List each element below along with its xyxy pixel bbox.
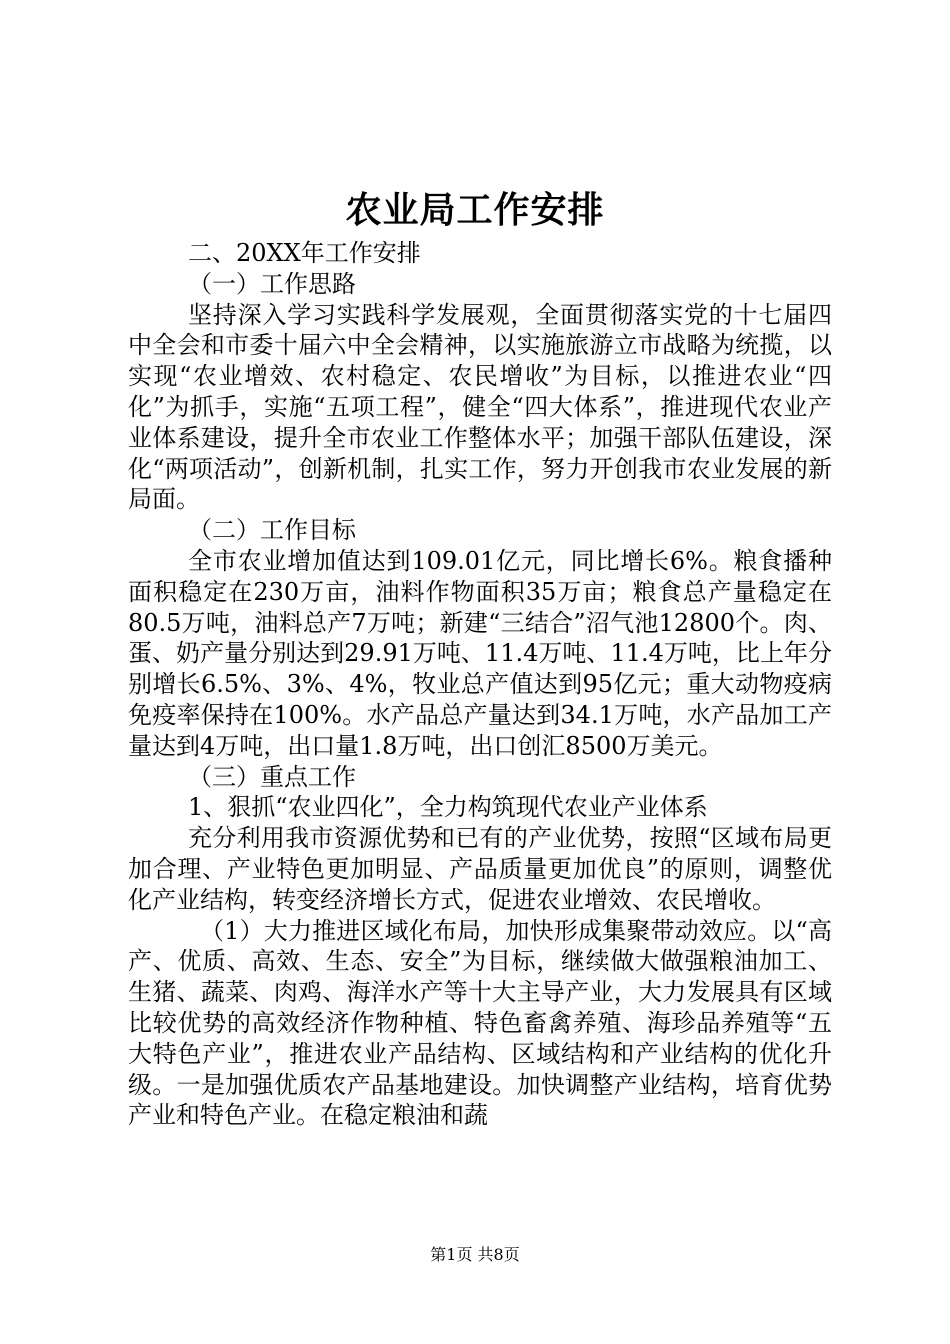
subsection-heading: （三）重点工作 <box>188 762 356 791</box>
body-paragraph: 充分利用我市资源优势和已有的产业优势，按照“区域布局更加合理、产业特色更加明显、产品质量更加优良”的原则，调整优化产业结构，转变经济增长方式，促进农业增效、农民增收。 <box>128 824 832 914</box>
section-heading: 二、20XX年工作安排 <box>188 239 421 267</box>
subsection-heading: （二）工作目标 <box>188 516 356 545</box>
item-heading: 1、狠抓“农业四化”，全力构筑现代农业产业体系 <box>188 793 708 822</box>
page-footer: 第1页 共8页 <box>430 1245 520 1264</box>
body-paragraph: 坚持深入学习实践科学发展观，全面贯彻落实党的十七届四中全会和市委十届六中全会精神，以实施旅游立市战略为统揽，以实现“农业增效、农村稳定、农民增收”为目标，以推进农业“四化”为抓手，实施“五项工程”，健全“四大体系”，推进现代农业产业体系建设，提升全市农业工作整体水平；加强干部队伍建设，深化“两项活动”，创新机制，扎实工作，努力开创我市农业发展的新局面。 <box>128 300 832 514</box>
body-paragraph: 全市农业增加值达到109.01亿元，同比增长6%。粮食播种面积稳定在230万亩，油料作物面积35万亩；粮食总产量稳定在80.5万吨，油料总产7万吨；新建“三结合”沼气池12800个。肉、蛋、奶产量分别达到29.91万吨、11.4万吨、11.4万吨，比上年分别增长6.5%、3%、4%，牧业总产值达到95亿元；重大动物疫病免疫率保持在100%。水产品总产量达到34.1万吨，水产品加工产量达到4万吨，出口量1.8万吨，出口创汇8500万美元。 <box>128 546 832 760</box>
subsection-heading: （一）工作思路 <box>188 269 356 298</box>
document-title: 农业局工作安排 <box>345 189 605 231</box>
body-paragraph: （1）大力推进区域化布局，加快形成集聚带动效应。以“高产、优质、高效、生态、安全”为目标，继续做大做强粮油加工、生猪、蔬菜、肉鸡、海洋水产等十大主导产业，大力发展具有区域比较优势的高效经济作物种植、特色畜禽养殖、海珍品养殖等“五大特色产业”，推进农业产品结构、区域结构和产业结构的优化升级。一是加强优质农产品基地建设。加快调整产业结构，培育优势产业和特色产业。在稳定粮油和蔬 <box>128 916 832 1130</box>
document-body <box>128 238 832 1131</box>
